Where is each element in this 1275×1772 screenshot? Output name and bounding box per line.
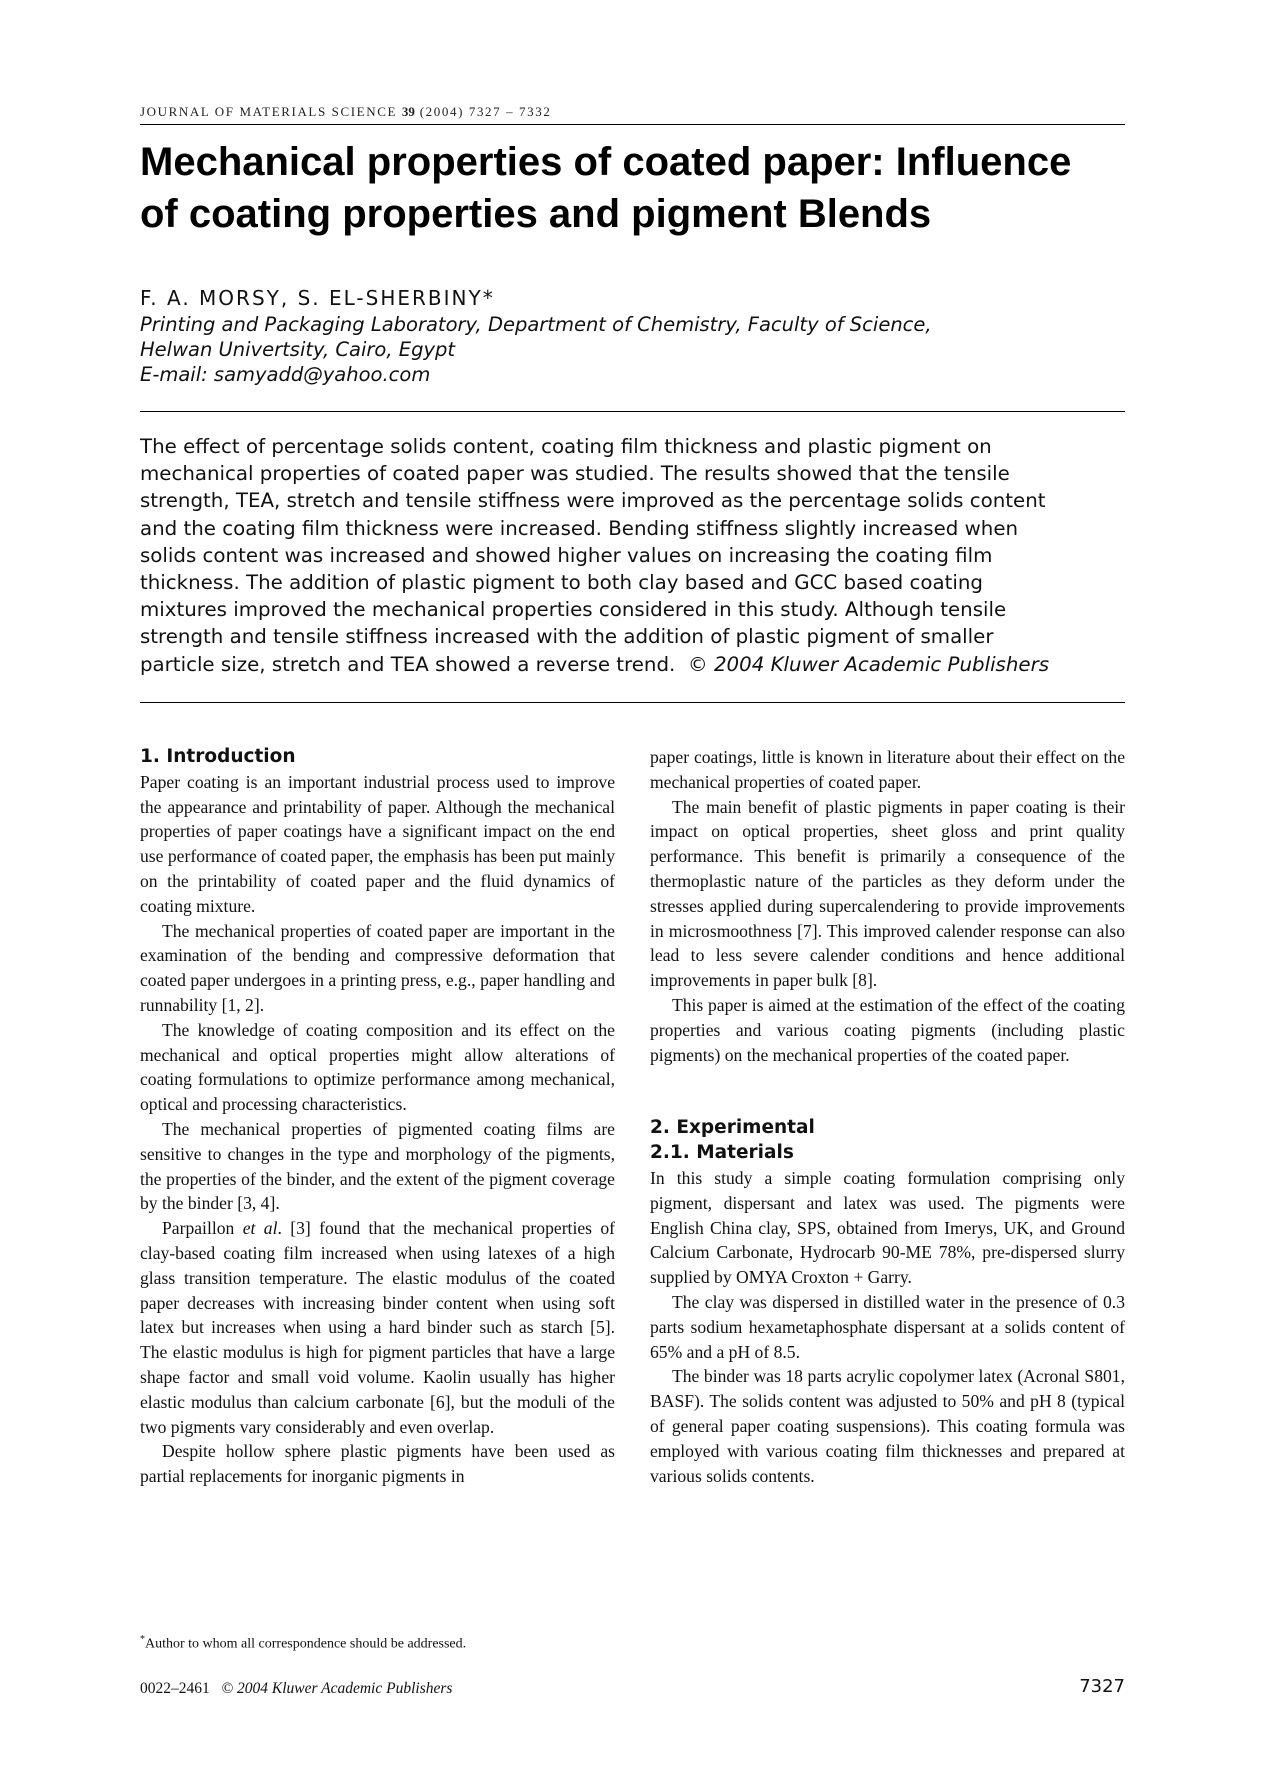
footnote-text: Author to whom all correspondence should be addressed. [145,1636,467,1652]
abstract-top-rule [140,411,1125,412]
paragraph: Paper coating is an important industrial process used to improve the appearance and printability of paper. Although the mechanical properties of paper coatings have a significant impact on the end use performance of coated paper, the emphasis has been put mainly on the printability of coated paper and the fluid dynamics of coating mixture. [140,771,615,916]
affiliation-line-2: Helwan Univertsity, Cairo, Egypt [140,338,456,361]
abstract-line: and the coating film thickness were increased. Bending stiffness slightly increased when [140,516,1019,540]
paragraph-text: . [3] found that the mechanical properties of clay-based coating film increased when using latexes of a high glass transition temperature. The elastic modulus of the coated paper decreases with increasing binder content when using soft latex but increases when using a hard binder such as starch [5]. The elastic modulus is high for pigment particles that have a large shape factor and small void volume. Kaolin usually has higher elastic modulus than calcium carbonate [6], but the moduli of the two pigments vary considerably and even overlap. [140,1218,616,1437]
running-head [140,104,551,120]
journal-name: JOURNAL OF MATERIALS SCIENCE [140,104,398,119]
footer-issn-copyright [140,1680,452,1698]
paper-title [140,136,1125,240]
paragraph: The main benefit of plastic pigments in paper coating is their impact on optical properties, sheet gloss and print quality performance. This benefit is primarily a consequence of the thermoplastic nature of the particles as they deform under the stresses applied during supercalendering to provide improvements in microsmoothness [7]. This improved calender response can also lead to less severe calender conditions and hence additional improvements in paper bulk [8]. [650,796,1125,991]
abstract-copyright: © 2004 Kluwer Academic Publishers [687,652,1050,676]
footer-copyright: © 2004 Kluwer Academic Publishers [221,1680,453,1697]
abstract-line: strength, TEA, stretch and tensile stiffness were improved as the percentage solids content [140,489,1046,513]
section-heading-experimental: 2. Experimental [650,1117,815,1139]
citation-author: Parpaillon [162,1218,243,1239]
paragraph: This paper is aimed at the estimation of the effect of the coating properties and various coating pigments (including plastic pigments) on the mechanical properties of the coated paper. [650,994,1125,1065]
journal-year-pages: (2004) 7327 – 7332 [419,104,552,119]
title-line-1: Mechanical properties of coated paper: Influence [140,140,1072,184]
abstract-line: mechanical properties of coated paper was studied. The results showed that the tensile [140,462,1010,486]
paragraph: The mechanical properties of coated paper are important in the examination of the bending and compressive deformation that coated paper undergoes in a printing press, e.g., paper handling and runnability [1, 2]. [140,920,615,1015]
paragraph: Despite hollow sphere plastic pigments have been used as partial replacements for inorganic pigments in [140,1441,615,1487]
paper-page [140,0,1125,1772]
abstract-line: The effect of percentage solids content, coating film thickness and plastic pigment on [140,435,992,458]
right-column [650,745,1125,1488]
footnote-mark: * [140,1634,145,1645]
paragraph: The clay was dispersed in distilled water in the presence of 0.3 parts sodium hexametaphosphate dispersant at a solids content of 65% and a pH of 8.5. [650,1291,1125,1362]
affiliation-line-1: Printing and Packaging Laboratory, Department of Chemistry, Faculty of Science, [140,313,932,336]
abstract-line: mixtures improved the mechanical properties considered in this study. Although tensile [140,598,1007,622]
abstract-line: thickness. The addition of plastic pigment to both clay based and GCC based coating [140,571,983,595]
page-number: 7327 [1079,1676,1125,1697]
journal-volume: 39 [401,104,415,119]
paragraph: The binder was 18 parts acrylic copolymer latex (Acronal S801, BASF). The solids content was adjusted to 50% and pH 8 (typical of general paper coating suspensions). This coating formula was employed with various coating film thicknesses and prepared at various solids contents. [650,1366,1125,1486]
paragraph: In this study a simple coating formulation comprising only pigment, dispersant and latex was used. The pigments were English China clay, SPS, obtained from Imerys, UK, and Ground Calcium Carbonate, Hydrocarb 90-ME 78%, pre-dispersed slurry supplied by OMYA Croxton + Garry. [650,1167,1125,1288]
abstract-bottom-rule [140,702,1125,703]
left-column [140,745,615,1489]
title-line-2: of coating properties and pigment Blends [140,192,932,236]
subsection-heading-materials: 2.1. Materials [650,1142,794,1164]
affiliation [140,312,932,387]
paragraph: The knowledge of coating composition and its effect on the mechanical and optical properties might allow alterations of coating formulations to optimize performance among mechanical, optical and processing characteristics. [140,1019,615,1115]
paragraph [140,1216,615,1439]
header-rule [140,124,1125,125]
author-list: F. A. MORSY, S. EL-SHERBINY* [140,286,495,310]
issn: 0022–2461 [140,1680,210,1697]
paragraph: The mechanical properties of pigmented coating films are sensitive to changes in the type and morphology of the pigments, the properties of the binder, and the extent of the pigment coverage by the binder [3, 4]. [140,1118,615,1214]
abstract-line: strength and tensile stiffness increased with the addition of plastic pigment of smaller [140,625,994,649]
paragraph-continued: paper coatings, little is known in literature about their effect on the mechanical properties of coated paper. [650,747,1125,792]
section-gap [650,1067,1125,1116]
et-al: et al [242,1218,278,1239]
abstract [140,433,1125,678]
abstract-last-line [140,651,1125,678]
section-heading-introduction: 1. Introduction [140,746,296,767]
abstract-line: solids content was increased and showed higher values on increasing the coating film [140,543,993,567]
abstract-line: particle size, stretch and TEA showed a reverse trend. [140,652,676,676]
footnote [140,1634,466,1653]
author-email: E-mail: samyadd@yahoo.com [140,363,431,386]
